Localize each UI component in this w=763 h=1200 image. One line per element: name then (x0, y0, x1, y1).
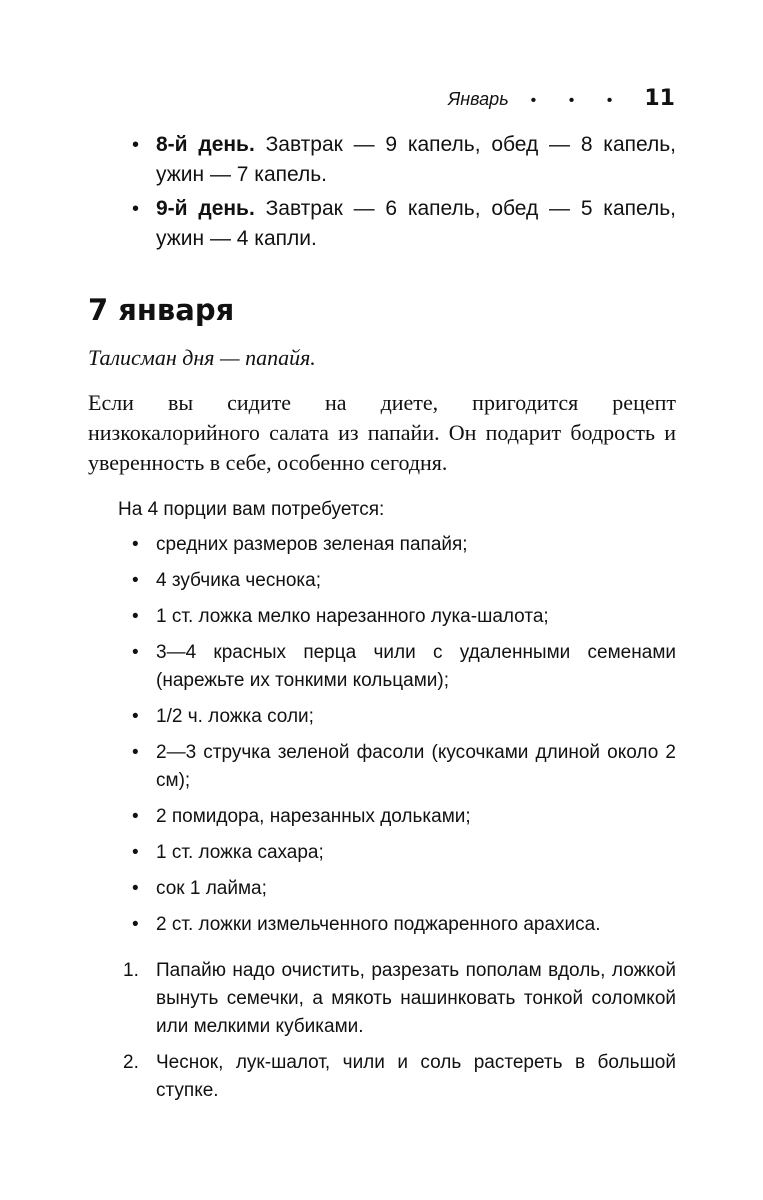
ingredient-item: • 4 зубчика чеснока; (88, 567, 676, 595)
day-text: Завтрак — 9 капель, обед — 8 капель, ужин — 7 капель. (156, 133, 677, 186)
ingredient-item: • 1/2 ч. ложка соли; (88, 703, 676, 731)
dosage-item-day-9 (88, 194, 676, 254)
ingredient-item: • 1 ст. ложка мелко нарезанного лука-шалота; (88, 603, 676, 631)
header-dots: • • • (530, 92, 627, 109)
header-month: Январь (448, 89, 509, 109)
steps-list (88, 957, 676, 1105)
section-title: 7 января (88, 293, 235, 327)
day-label: 9-й день. (156, 197, 255, 220)
step-text: Чеснок, лук-шалот, чили и соль растереть в большой ступке. (156, 1052, 676, 1101)
step-number: 1. (123, 960, 139, 981)
ingredients-list (88, 531, 676, 939)
servings-line: На 4 порции вам потребуется: (118, 499, 385, 520)
ingredient-item: • средних размеров зеленая папайя; (88, 531, 676, 559)
step-item (88, 957, 676, 1041)
day-label: 8-й день. (156, 133, 255, 156)
ingredient-item: • 1 ст. ложка сахара; (88, 839, 676, 867)
step-item (88, 1049, 676, 1105)
ingredient-item: • 3—4 красных перца чили с удаленными семенами (нарежьте их тонкими кольцами); (88, 639, 676, 695)
step-text: Папайю надо очистить, разрезать пополам вдоль, ложкой вынуть семечки, а мякоть нашинковать тонкой соломкой или мелкими кубиками. (156, 960, 676, 1037)
running-header (448, 86, 675, 111)
page-content (88, 130, 676, 1113)
page-number: 11 (644, 86, 675, 111)
step-number: 2. (123, 1052, 139, 1073)
intro-paragraph: Если вы сидите на диете, пригодится рецепт низкокалорийного салата из папайи. Он подарит бодрость и уверенность в себе, особенно сегодня. (88, 390, 676, 475)
talisman-line: Талисман дня — папайя. (88, 345, 316, 370)
ingredient-item: • 2 помидора, нарезанных дольками; (88, 803, 676, 831)
ingredient-item: • сок 1 лайма; (88, 875, 676, 903)
dosage-list (88, 130, 676, 254)
dosage-item-day-8 (88, 130, 676, 190)
ingredient-item: • 2—3 стручка зеленой фасоли (кусочками длиной около 2 см); (88, 739, 676, 795)
day-text: Завтрак — 6 капель, обед — 5 капель, ужин — 4 капли. (156, 197, 677, 250)
ingredient-item: • 2 ст. ложки измельченного поджаренного арахиса. (88, 911, 676, 939)
